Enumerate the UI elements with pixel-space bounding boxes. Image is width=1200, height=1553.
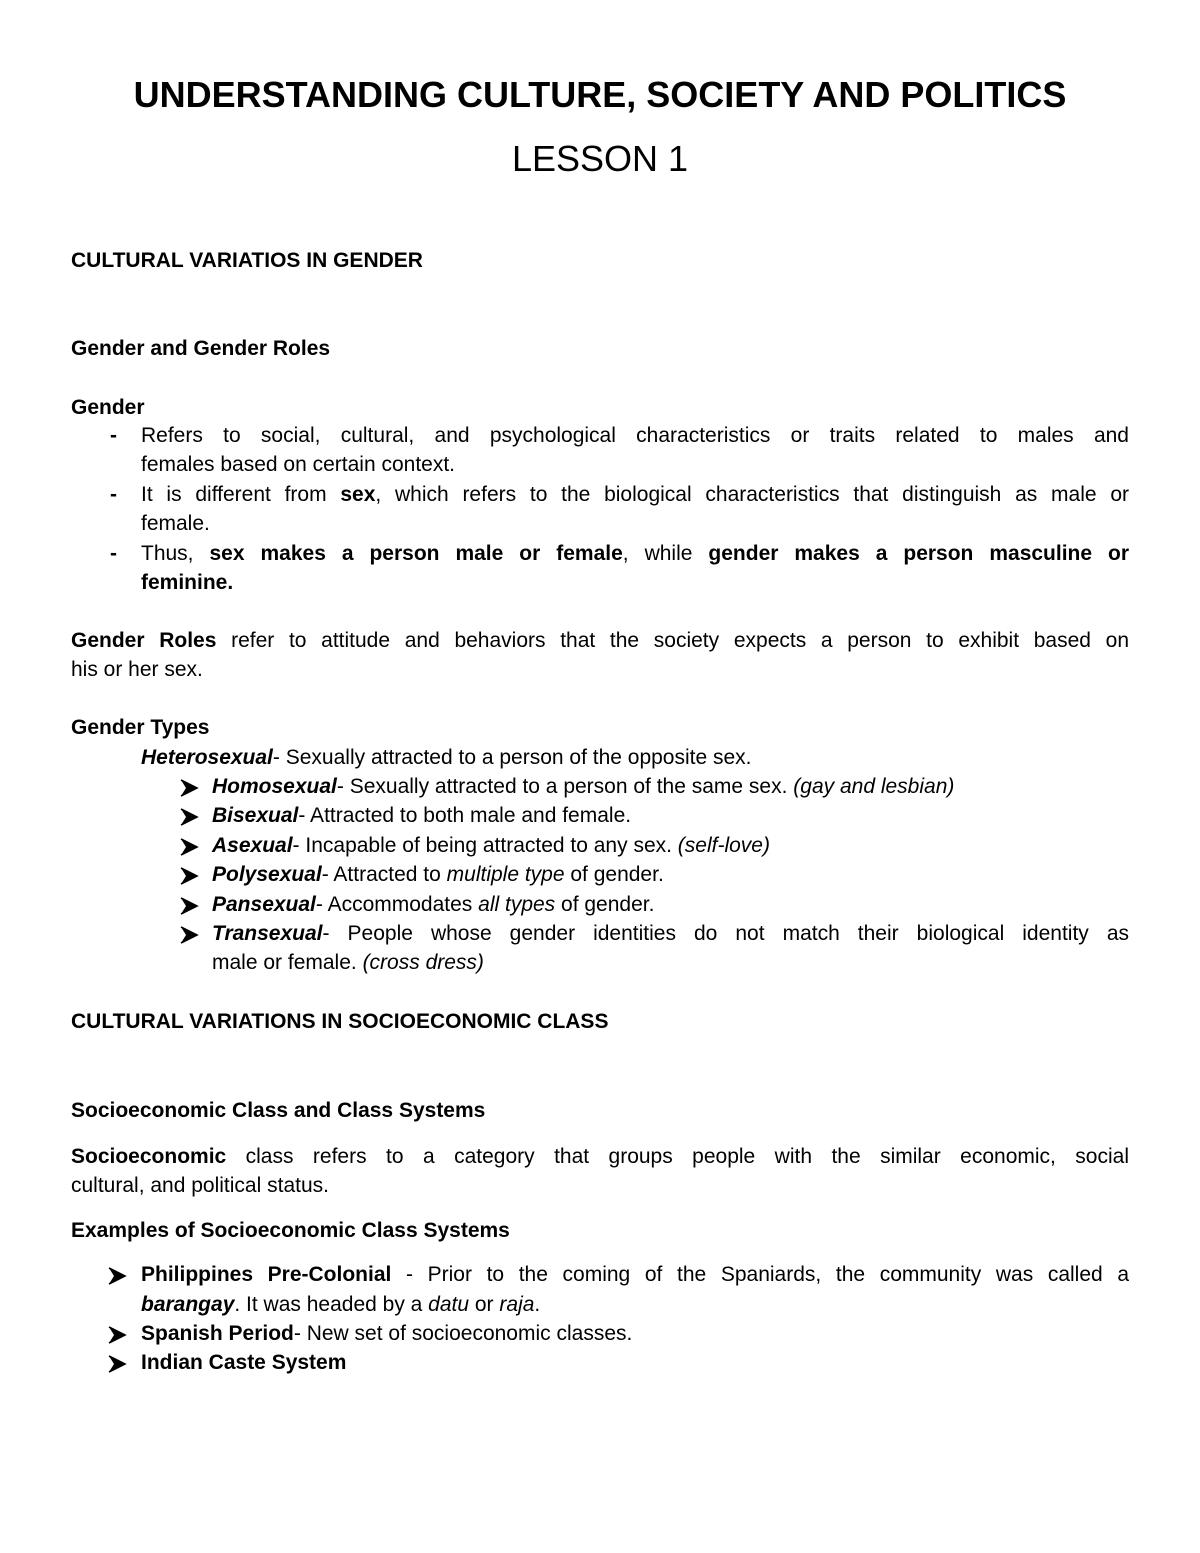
gender-bullet-1-line-2: females based on certain context. <box>141 453 456 476</box>
gender-bullet-2-line-1: It is different from sex, which refers to the biological characteristics that distinguish as male or <box>141 483 1129 506</box>
gender-type-homosexual: Homosexual- Sexually attracted to a person of the same sex. (gay and lesbian) <box>212 775 955 798</box>
term-socioeconomic: Socioeconomic <box>71 1145 227 1168</box>
gender-bullet-3-line-1: Thus, sex makes a person male or female, while gender makes a person masculine or <box>141 542 1130 565</box>
arrow-bullet-icon <box>106 1324 128 1346</box>
gender-types-heading: Gender Types <box>71 716 210 739</box>
arrow-bullet-icon <box>178 924 200 946</box>
gender-type-transexual-line-2: male or female. (cross dress) <box>212 951 484 974</box>
arrow-bullet-icon <box>106 1353 128 1375</box>
arrow-bullet-icon <box>178 865 200 887</box>
gender-label: Gender <box>71 396 145 419</box>
gender-type-heterosexual: Heterosexual- Sexually attracted to a person of the opposite sex. <box>141 746 752 769</box>
document-title: UNDERSTANDING CULTURE, SOCIETY AND POLITICS <box>133 74 1067 115</box>
section-heading-socioeconomic: CULTURAL VARIATIONS IN SOCIOECONOMIC CLASS <box>71 1010 609 1033</box>
gender-roles-paragraph-line-1: Gender Roles refer to attitude and behaviors that the society expects a person to exhibit based on <box>71 629 1129 652</box>
lesson-number: LESSON 1 <box>511 138 689 179</box>
bullet-dash: - <box>110 542 117 565</box>
example-pre-colonial-line-1: Philippines Pre-Colonial - Prior to the coming of the Spaniards, the community was called a <box>141 1263 1130 1286</box>
gender-bullet-2-line-2: female. <box>141 512 210 535</box>
term-sex: sex <box>340 483 376 506</box>
socioeconomic-definition-line-2: cultural, and political status. <box>71 1174 329 1197</box>
bullet-dash: - <box>110 483 117 506</box>
gender-type-bisexual: Bisexual- Attracted to both male and female. <box>212 804 632 827</box>
example-indian-caste-system: Indian Caste System <box>141 1351 347 1374</box>
gender-type-asexual: Asexual- Incapable of being attracted to any sex. (self-love) <box>212 834 770 857</box>
gender-type-pansexual: Pansexual- Accommodates all types of gender. <box>212 893 655 916</box>
examples-heading: Examples of Socioeconomic Class Systems <box>71 1219 510 1242</box>
example-spanish-period: Spanish Period- New set of socioeconomic classes. <box>141 1322 633 1345</box>
gender-type-polysexual: Polysexual- Attracted to multiple type of gender. <box>212 863 664 886</box>
example-pre-colonial-line-2: barangay. It was headed by a datu or raja. <box>141 1293 541 1316</box>
section-heading-gender: CULTURAL VARIATIOS IN GENDER <box>71 249 423 272</box>
gender-roles-paragraph-line-2: his or her sex. <box>71 658 203 681</box>
arrow-bullet-icon <box>178 806 200 828</box>
arrow-bullet-icon <box>178 895 200 917</box>
term-gender-roles: Gender Roles <box>71 629 217 652</box>
socioeconomic-definition-line-1: Socioeconomic class refers to a category that groups people with the similar economic, social <box>71 1145 1129 1168</box>
gender-type-transexual-line-1: Transexual- People whose gender identities do not match their biological identity as <box>212 922 1129 945</box>
arrow-bullet-icon <box>178 836 200 858</box>
arrow-bullet-icon <box>178 777 200 799</box>
gender-bullet-3-line-2: feminine. <box>141 571 234 594</box>
gender-bullet-1-line-1: Refers to social, cultural, and psychological characteristics or traits related to males and <box>141 424 1129 447</box>
subheading-gender-roles: Gender and Gender Roles <box>71 337 331 360</box>
bullet-dash: - <box>110 424 117 447</box>
arrow-bullet-icon <box>106 1265 128 1287</box>
subheading-class-systems: Socioeconomic Class and Class Systems <box>71 1099 486 1122</box>
